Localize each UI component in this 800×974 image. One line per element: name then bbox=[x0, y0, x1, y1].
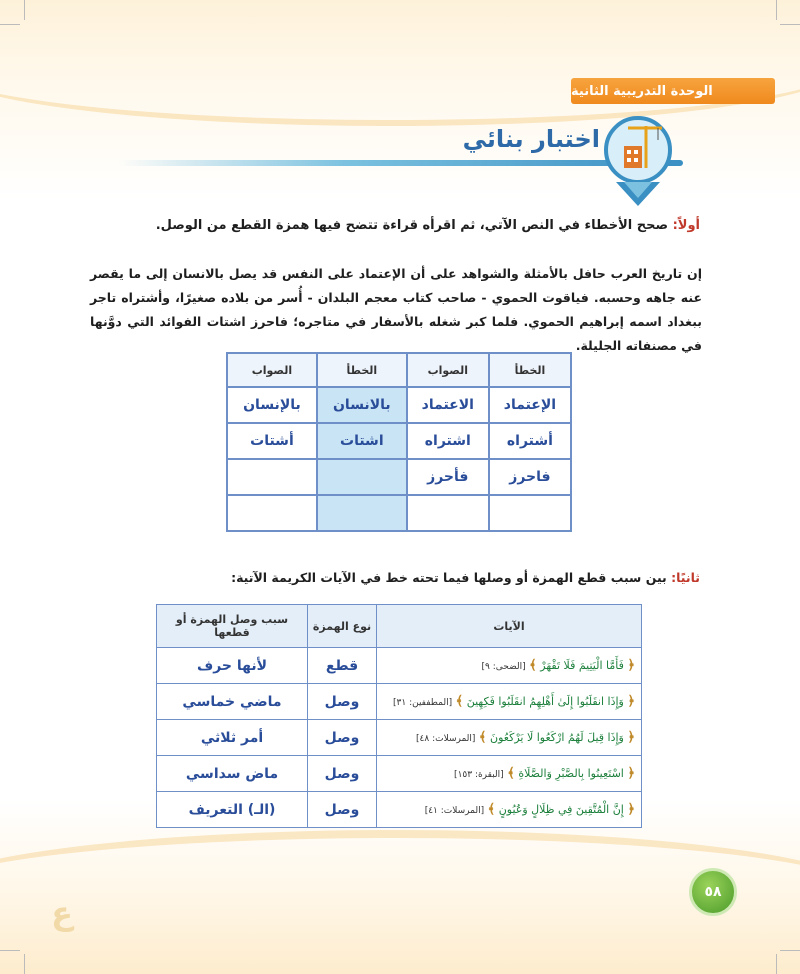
table-cell: بالإنسان bbox=[227, 387, 317, 423]
reason-header: سبب وصل الهمزة أو قطعها bbox=[157, 605, 308, 648]
hamza-type-cell: وصل bbox=[308, 756, 377, 792]
table-row bbox=[227, 459, 571, 495]
table-cell: اشتراه bbox=[407, 423, 489, 459]
section1-instruction-text: صحح الأخطاء في النص الآتي، ثم اقرأه قراءة تتضح فيها همزة القطع من الوصل. bbox=[155, 218, 669, 233]
unit-tab-label: الوحدة التدريبية الثانية bbox=[571, 83, 713, 99]
table-cell: بالانسان bbox=[317, 387, 407, 423]
unit-tab bbox=[571, 78, 775, 104]
crop-mark bbox=[776, 954, 777, 974]
page-number bbox=[689, 868, 737, 916]
crop-mark bbox=[24, 0, 25, 20]
table-row bbox=[227, 495, 571, 531]
table-header: الخطأ bbox=[489, 353, 571, 387]
publisher-logo-icon: ع bbox=[51, 894, 73, 932]
table-cell bbox=[317, 495, 407, 531]
table-row bbox=[157, 720, 642, 756]
section2-instruction-text: بين سبب قطع الهمزة أو وصلها فيما تحته خط في الآيات الكريمة الآتية: bbox=[231, 570, 667, 585]
table-cell: فاحرز bbox=[489, 459, 571, 495]
verse-ref: [المطففين: ٣١] bbox=[393, 698, 453, 708]
verse-cell: ﴿ وَإِذَا انقَلَبُوا إِلَىٰ أَهْلِهِمُ انقَلَبُوا فَكِهِينَ ﴾ [المطففين: ٣١] bbox=[377, 684, 642, 720]
decorative-swoosh-top bbox=[0, 10, 800, 126]
crop-mark bbox=[24, 954, 25, 974]
section2-label: ثانيًا: bbox=[671, 570, 700, 585]
reason-cell: ماضي خماسي bbox=[157, 684, 308, 720]
table-header: الخطأ bbox=[317, 353, 407, 387]
verse-ref: [المرسلات: ٤٨] bbox=[416, 734, 476, 744]
section2-instruction bbox=[231, 570, 700, 585]
passage-text: إن تاريخ العرب حافل بالأمثلة والشواهد على أن الإعتماد على النفس قد يصل بالانسان إلى ما يقصر عنه جاهه وحسبه. فياقوت الحموي - صاحب كتاب معجم البلدان - أُسر من بلاده صغيرًا، وأشتراه تاجر ببغداد اسمه إبراهيم الحموي. فلما كبر شغله بالأسفار في متاجره؛ فاحرز اشتات الفوائد التي دوَّنها في مصنفاته الجليلة. bbox=[90, 266, 702, 353]
section1-label: أولاً: bbox=[672, 218, 700, 233]
hamza-type-cell: وصل bbox=[308, 792, 377, 828]
verses-table bbox=[156, 604, 642, 828]
verses-header: الآيات bbox=[377, 605, 642, 648]
page-number-text: ٥٨ bbox=[704, 884, 722, 900]
table-cell: أشتات bbox=[227, 423, 317, 459]
table-cell: أشتراه bbox=[489, 423, 571, 459]
verse-cell: ﴿ إِنَّ الْمُتَّقِينَ فِي ظِلَالٍ وَعُيُونٍ ﴾ [المرسلات: ٤١] bbox=[377, 792, 642, 828]
table-header-row bbox=[227, 353, 571, 387]
crop-mark bbox=[780, 24, 800, 25]
reason-cell: ماض سداسي bbox=[157, 756, 308, 792]
verse-cell: ﴿ اسْتَعِينُوا بِالصَّبْرِ وَالصَّلَاةِ ﴾ [البقرة: ١٥٣] bbox=[377, 756, 642, 792]
hamza-type-cell: وصل bbox=[308, 684, 377, 720]
verse-ref: [الضحى: ٩] bbox=[481, 662, 526, 672]
crop-mark bbox=[0, 950, 20, 951]
decorative-swoosh-bottom bbox=[0, 830, 800, 958]
corrections-table bbox=[226, 352, 572, 532]
table-row bbox=[227, 423, 571, 459]
table-cell: الاعتماد bbox=[407, 387, 489, 423]
hamza-type-header: نوع الهمزة bbox=[308, 605, 377, 648]
verse-text: فَأَمَّا الْيَتِيمَ فَلَا تَقْهَرْ bbox=[540, 659, 624, 672]
table-cell: فأحرز bbox=[407, 459, 489, 495]
crop-mark bbox=[0, 24, 20, 25]
table-cell bbox=[407, 495, 489, 531]
table-cell: الإعتماد bbox=[489, 387, 571, 423]
table-row bbox=[227, 387, 571, 423]
verse-text: إِنَّ الْمُتَّقِينَ فِي ظِلَالٍ وَعُيُونٍ bbox=[498, 803, 624, 816]
table-cell: اشتات bbox=[317, 423, 407, 459]
reason-cell: لأنها حرف bbox=[157, 648, 308, 684]
table-cell bbox=[489, 495, 571, 531]
table-row bbox=[157, 756, 642, 792]
verse-cell: ﴿ فَأَمَّا الْيَتِيمَ فَلَا تَقْهَرْ ﴾ [الضحى: ٩] bbox=[377, 648, 642, 684]
table-row bbox=[157, 648, 642, 684]
table-header: الصواب bbox=[407, 353, 489, 387]
table-cell bbox=[227, 495, 317, 531]
building-crane-icon bbox=[598, 110, 678, 210]
table-cell bbox=[227, 459, 317, 495]
page-title: اختبار بنائي bbox=[462, 125, 600, 153]
hamza-type-cell: قطع bbox=[308, 648, 377, 684]
table-row bbox=[157, 792, 642, 828]
verse-text: اسْتَعِينُوا بِالصَّبْرِ وَالصَّلَاةِ bbox=[518, 767, 624, 780]
table-row bbox=[157, 684, 642, 720]
section1-instruction bbox=[155, 218, 700, 233]
verse-cell: ﴿ وَإِذَا قِيلَ لَهُمُ ارْكَعُوا لَا يَرْكَعُونَ ﴾ [المرسلات: ٤٨] bbox=[377, 720, 642, 756]
table-cell bbox=[317, 459, 407, 495]
table-header-row bbox=[157, 605, 642, 648]
verse-text: وَإِذَا انقَلَبُوا إِلَىٰ أَهْلِهِمُ انقَلَبُوا فَكِهِينَ bbox=[466, 695, 624, 708]
reason-cell: أمر ثلاثي bbox=[157, 720, 308, 756]
table-header: الصواب bbox=[227, 353, 317, 387]
hamza-type-cell: وصل bbox=[308, 720, 377, 756]
crop-mark bbox=[780, 950, 800, 951]
verse-ref: [المرسلات: ٤١] bbox=[424, 806, 485, 816]
reason-cell: (الـ) التعريف bbox=[157, 792, 308, 828]
verse-text: وَإِذَا قِيلَ لَهُمُ ارْكَعُوا لَا يَرْكَعُونَ bbox=[490, 731, 624, 744]
crop-mark bbox=[776, 0, 777, 20]
verse-ref: [البقرة: ١٥٣] bbox=[454, 770, 504, 780]
